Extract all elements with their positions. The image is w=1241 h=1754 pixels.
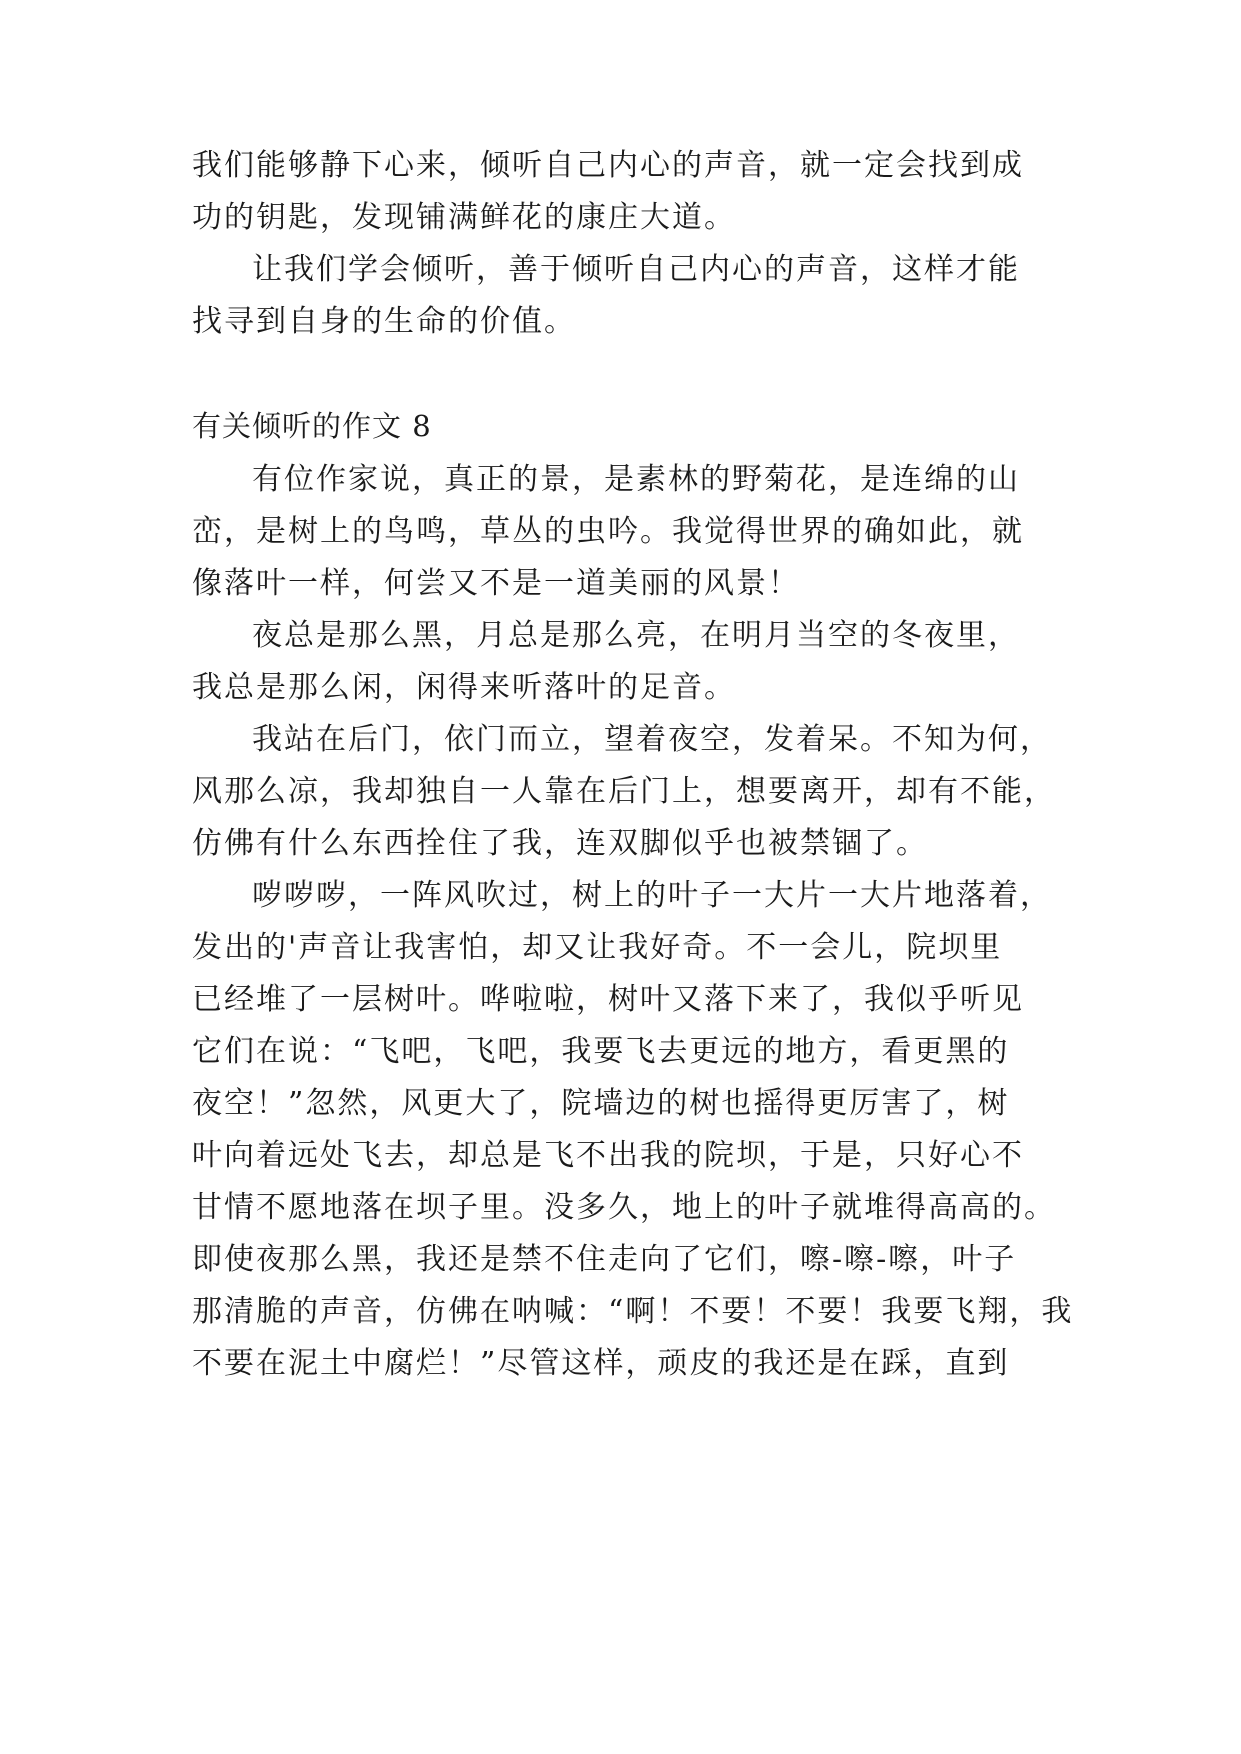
paragraph-line: 功的钥匙，发现铺满鲜花的康庄大道。 <box>192 200 736 235</box>
paragraph-line: 峦，是树上的鸟鸣，草丛的虫吟。我觉得世界的确如此，就 <box>192 514 1024 549</box>
paragraph-line: 有位作家说，真正的景，是素林的野菊花，是连绵的山 <box>252 462 1020 497</box>
essay-heading: 有关倾听的作文 8 <box>192 409 432 443</box>
paragraph-line: 不要在泥土中腐烂！”尽管这样，顽皮的我还是在踩，直到 <box>192 1346 1010 1381</box>
paragraph-line: 哕哕哕，一阵风吹过，树上的叶子一大片一大片地落着， <box>252 878 1052 913</box>
paragraph-line: 让我们学会倾听，善于倾听自己内心的声音，这样才能 <box>252 252 1020 287</box>
paragraph-line: 它们在说：“飞吧，飞吧，我要飞去更远的地方，看更黑的 <box>192 1034 1010 1069</box>
paragraph-line: 即使夜那么黑，我还是禁不住走向了它们，嚓-嚓-嚓，叶子 <box>192 1242 1017 1277</box>
paragraph-line: 已经堆了一层树叶。哗啦啦，树叶又落下来了，我似乎听见 <box>192 982 1024 1017</box>
paragraph-line: 风那么凉，我却独自一人靠在后门上，想要离开，却有不能， <box>192 774 1056 809</box>
paragraph-line: 找寻到自身的生命的价值。 <box>192 304 576 339</box>
paragraph-line: 夜空！”忽然，风更大了，院墙边的树也摇得更厉害了，树 <box>192 1086 1010 1121</box>
paragraph-line: 夜总是那么黑，月总是那么亮，在明月当空的冬夜里， <box>252 618 1020 653</box>
paragraph-line: 我总是那么闲，闲得来听落叶的足音。 <box>192 670 736 705</box>
paragraph-line: 我们能够静下心来，倾听自己内心的声音，就一定会找到成 <box>192 148 1024 183</box>
paragraph-line: 发出的'声音让我害怕，却又让我好奇。不一会儿，院坝里 <box>192 930 1003 965</box>
paragraph-line: 仿佛有什么东西拴住了我，连双脚似乎也被禁锢了。 <box>192 826 928 861</box>
paragraph-line: 像落叶一样，何尝又不是一道美丽的风景！ <box>192 566 800 601</box>
paragraph-line: 叶向着远处飞去，却总是飞不出我的院坝，于是，只好心不 <box>192 1138 1024 1173</box>
paragraph-line: 那清脆的声音，仿佛在呐喊：“啊！不要！不要！我要飞翔，我 <box>192 1294 1074 1329</box>
paragraph-line: 甘情不愿地落在坝子里。没多久，地上的叶子就堆得高高的。 <box>192 1190 1056 1225</box>
paragraph-line: 我站在后门，依门而立，望着夜空，发着呆。不知为何， <box>252 722 1052 757</box>
